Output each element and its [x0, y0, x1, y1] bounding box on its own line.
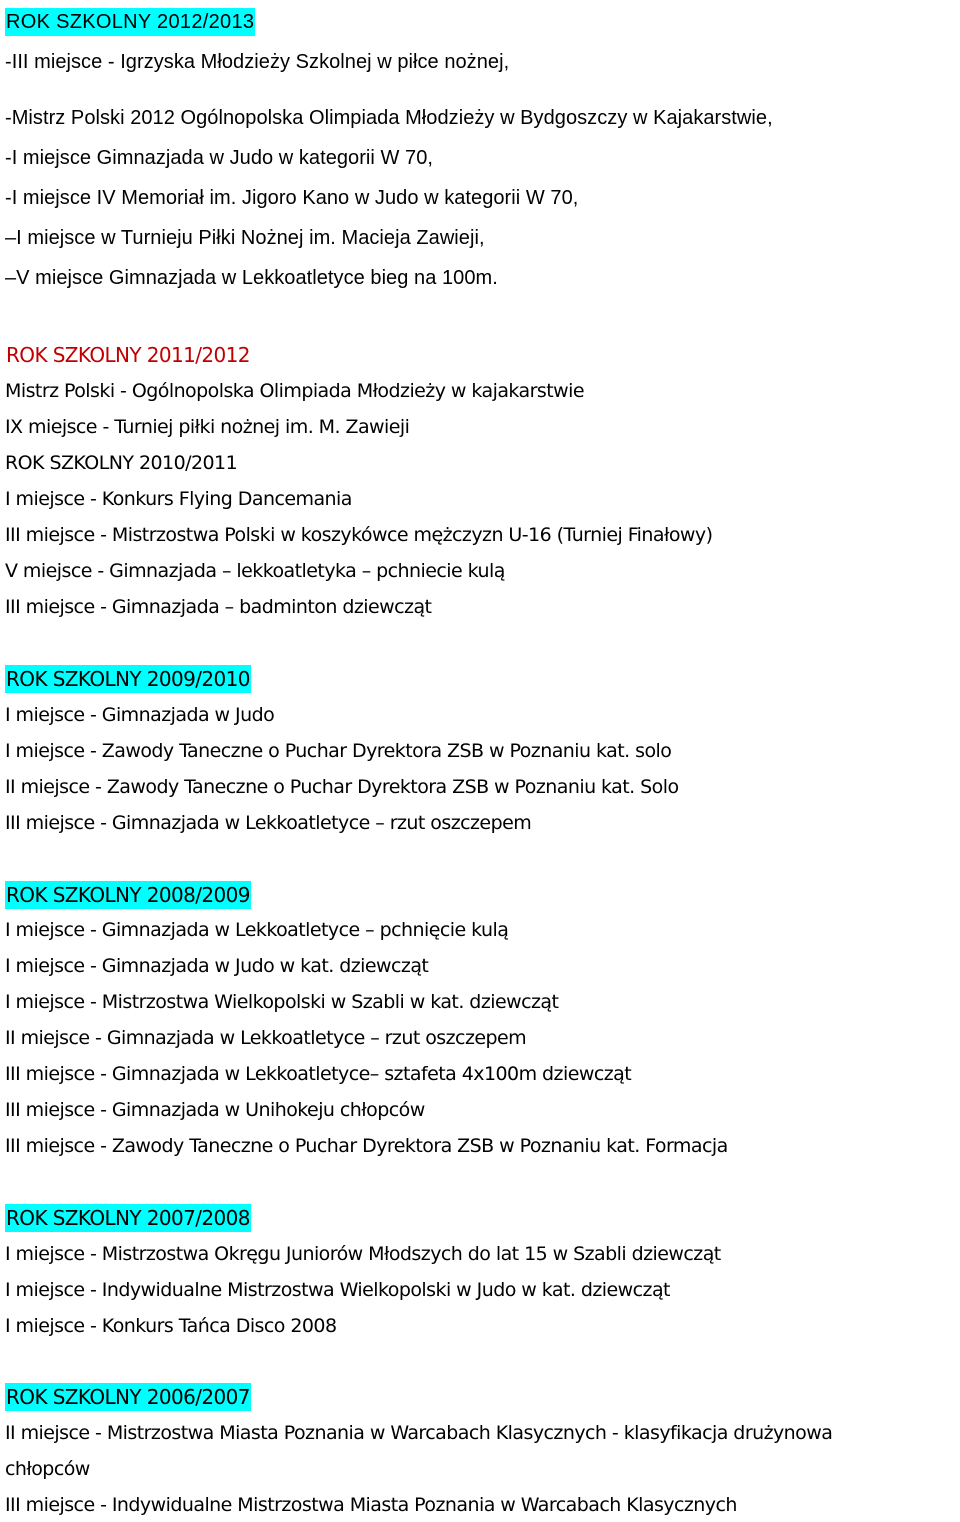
achievement-line: -I miejsce Gimnazjada w Judo w kategorii W 70,	[5, 147, 434, 169]
achievement-line: III miejsce - Gimnazjada – badminton dziewcząt	[5, 596, 432, 618]
achievement-line: I miejsce - Mistrzostwa Wielkopolski w Szabli w kat. dziewcząt	[5, 991, 559, 1013]
achievement-line: I miejsce - Mistrzostwa Okręgu Juniorów Młodszych do lat 15 w Szabli dziewcząt	[5, 1243, 721, 1265]
achievement-line: -III miejsce - Igrzyska Młodzieży Szkolnej w piłce nożnej,	[5, 51, 510, 73]
achievement-line: -I miejsce IV Memoriał im. Jigoro Kano w Judo w kategorii W 70,	[5, 187, 579, 209]
achievement-line: II miejsce - Gimnazjada w Lekkoatletyce – rzut oszczepem	[5, 1027, 527, 1049]
school-year-heading: ROK SZKOLNY 2011/2012	[6, 343, 250, 367]
achievement-line: ROK SZKOLNY 2010/2011	[5, 452, 238, 474]
achievement-line: I miejsce - Konkurs Flying Dancemania	[5, 488, 352, 510]
school-year-heading: ROK SZKOLNY 2008/2009	[6, 883, 250, 907]
achievement-line: III miejsce - Gimnazjada w Lekkoatletyce– sztafeta 4x100m dziewcząt	[5, 1063, 632, 1085]
achievement-line: I miejsce - Gimnazjada w Judo w kat. dziewcząt	[5, 955, 429, 977]
achievement-line: I miejsce - Indywidualne Mistrzostwa Wielkopolski w Judo w kat. dziewcząt	[5, 1279, 670, 1301]
achievement-line: I miejsce - Gimnazjada w Judo	[5, 704, 275, 726]
achievement-line: III miejsce - Zawody Taneczne o Puchar Dyrektora ZSB w Poznaniu kat. Formacja	[5, 1135, 728, 1157]
achievement-line: -Mistrz Polski 2012 Ogólnopolska Olimpiada Młodzieży w Bydgoszczy w Kajakarstwie,	[5, 107, 773, 129]
achievement-line: II miejsce - Mistrzostwa Miasta Poznania w Warcabach Klasycznych - klasyfikacja drużynowa	[5, 1422, 833, 1444]
achievement-line: III miejsce - Gimnazjada w Lekkoatletyce – rzut oszczepem	[5, 812, 532, 834]
school-year-heading: ROK SZKOLNY 2012/2013	[5, 8, 255, 36]
achievement-line: I miejsce - Konkurs Tańca Disco 2008	[5, 1315, 337, 1337]
achievement-line: II miejsce - Zawody Taneczne o Puchar Dyrektora ZSB w Poznaniu kat. Solo	[5, 776, 679, 798]
achievement-line: V miejsce - Gimnazjada – lekkoatletyka – pchniecie kulą	[5, 560, 505, 582]
achievement-line: I miejsce - Gimnazjada w Lekkoatletyce – pchnięcie kulą	[5, 919, 509, 941]
achievement-line: –V miejsce Gimnazjada w Lekkoatletyce bieg na 100m.	[5, 267, 498, 289]
achievement-line: I miejsce - Zawody Taneczne o Puchar Dyrektora ZSB w Poznaniu kat. solo	[5, 740, 672, 762]
achievement-line: III miejsce - Indywidualne Mistrzostwa Miasta Poznania w Warcabach Klasycznych	[5, 1494, 737, 1516]
achievement-line: III miejsce - Mistrzostwa Polski w koszykówce mężczyzn U-16 (Turniej Finałowy)	[5, 524, 713, 546]
school-year-heading: ROK SZKOLNY 2006/2007	[6, 1385, 250, 1409]
school-year-heading: ROK SZKOLNY 2009/2010	[6, 667, 250, 691]
achievement-line: IX miejsce - Turniej piłki nożnej im. M. Zawieji	[5, 416, 410, 438]
school-year-heading: ROK SZKOLNY 2007/2008	[6, 1206, 250, 1230]
achievement-line: chłopców	[5, 1458, 90, 1480]
achievement-line: III miejsce - Gimnazjada w Unihokeju chłopców	[5, 1099, 425, 1121]
achievement-line: –I miejsce w Turnieju Piłki Nożnej im. Macieja Zawieji,	[5, 227, 485, 249]
achievement-line: Mistrz Polski - Ogólnopolska Olimpiada Młodzieży w kajakarstwie	[5, 380, 585, 402]
